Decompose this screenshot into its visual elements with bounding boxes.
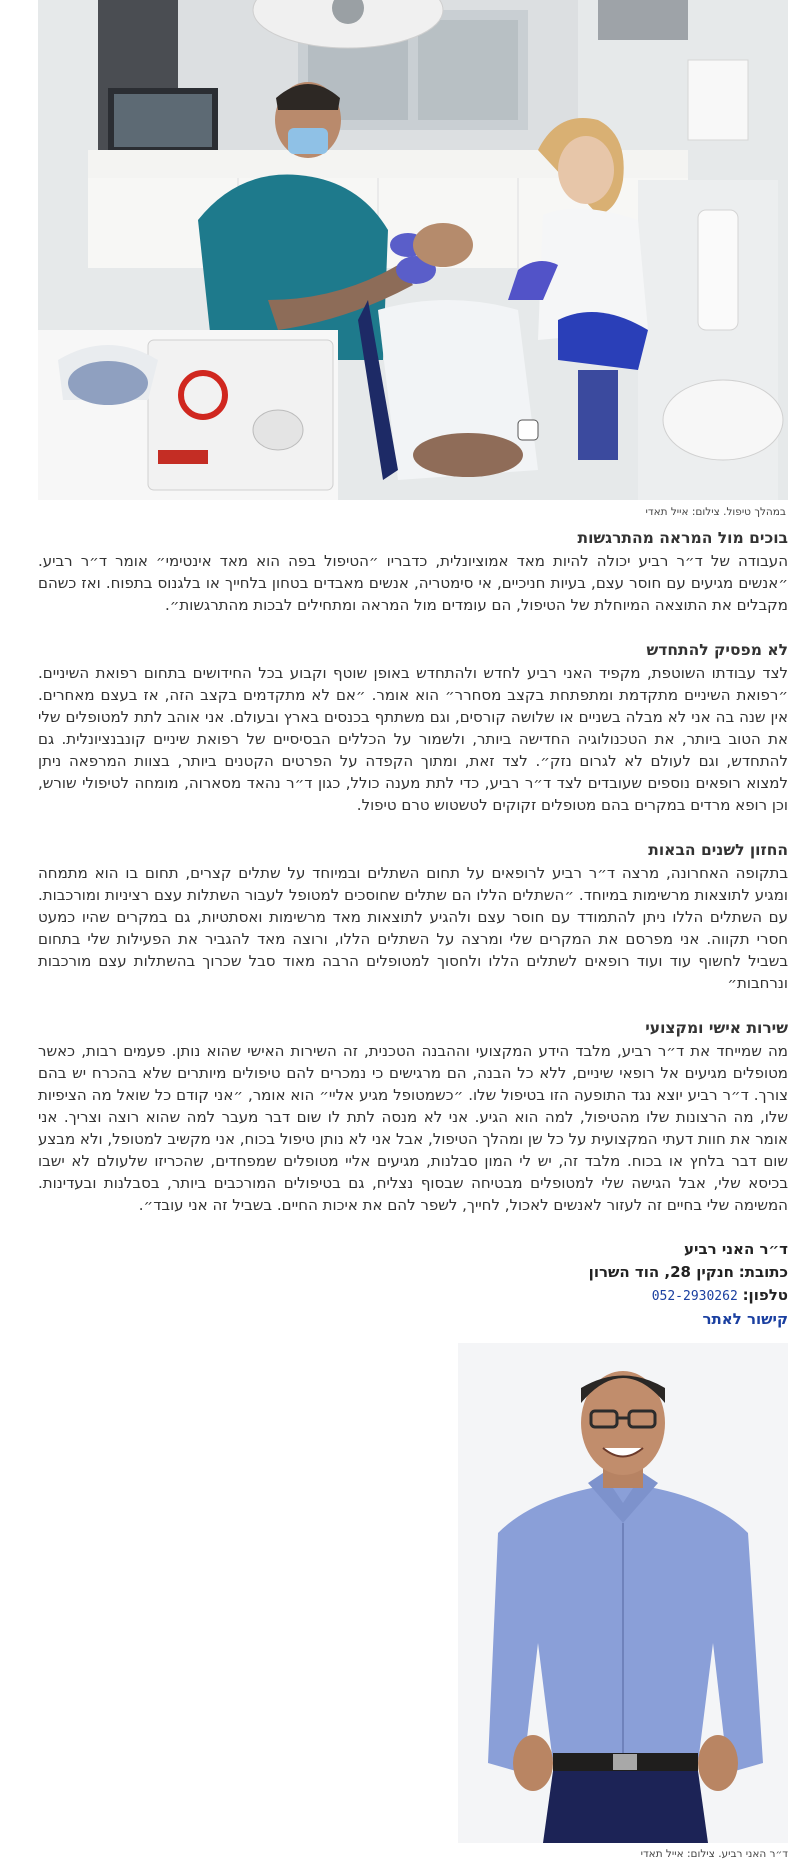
phone-line bbox=[38, 1284, 788, 1308]
article bbox=[38, 0, 788, 1860]
phone-link[interactable]: 052-2930262 bbox=[651, 1289, 738, 1304]
address-line bbox=[38, 1261, 788, 1284]
section-paragraph: מה שמייחד את ד״ר רביע, מלבד הידע המקצועי וההבנה הטכנית, זה השירות האישי שהוא נותן. פעמים רבות, כאשר מטופלים מגיעים אל רופאי שיניים, ללא כל הבנה, הם מרגישים כי נמכרים להם טיפולים מיותרים שלא בהכרח יש בהם צורך. ד״ר רביע יוצא נגד התופעה הזו בטיפול שלו. ״כשמטופל מגיע אליי״ הוא אומר, ״אני קודם כל שואל מה הציפיות שלו, מה הרצונות שלו מהטיפול, למה הוא הגיע. אני לא מנסה לתת לו שום דבר מעבר למה שהוא רוצה וצריך. אני אומר את חוות דעתי המקצועית על כל שן ומהלך הטיפול, אבל אני לא נותן טיפול בכוח, אני מקשיב למטופל, ולא מבצע שום דבר בלחץ או בכוח. מלבד זה, יש לי המון סבלנות, מגיעים אליי מטופלים שמפחדים, שהכריזו שלעולם לא ישבו בכיסא שלי, אבל הגישה שלי למטופלים מבטיחה שבסוף נצליח, גם בטיפולים המורכבים ביותר, בסבלנות ובעדינות. המשימה שלי בחיים זה לעזור לאנשים לאכול, לחייך, לשפר להם את איכות החיים. בשביל זה אני עובד״. bbox=[38, 1042, 788, 1214]
address-value: חנקין 28, הוד השרון bbox=[588, 1263, 734, 1281]
address-label: כתובת: bbox=[738, 1263, 788, 1281]
hero-caption: במהלך טיפול. צילום: אייל תאדי bbox=[645, 506, 786, 518]
contact-block bbox=[38, 1238, 788, 1331]
dental-treatment-photo bbox=[38, 0, 788, 500]
doctor-portrait-photo bbox=[458, 1343, 788, 1843]
section-heading: שירות אישי ומקצועי bbox=[645, 1019, 788, 1037]
website-link[interactable]: קישור לאתר bbox=[702, 1310, 788, 1328]
doctor-name: ד״ר האני רביע bbox=[684, 1240, 788, 1258]
section-heading: בוכים מול המראה מהתרגשות bbox=[577, 529, 788, 547]
section-paragraph: העבודה של ד״ר רביע יכולה להיות מאד אמוציונלית, כדבריו ״הטיפול בפה הוא מאד אינטימי״ אומר ד״ר רביע. ״אנשים מגיעים עם חוסר עצם, בעיות חניכיים, אי סימטריה, אנשים מאבדים בטחון בלחייך או בלגנוס בתפוח. ואז כשהם מקבלים את התוצאה המיוחלת של הטיפול, הם עומדים מול המראה ומתחילים לבכות מהתרגשות״. bbox=[38, 552, 788, 614]
section-paragraph: לצד עבודתו השוטפת, מקפיד האני רביע לחדש ולהתחדש באופן שוטף וקבוע בכל החידושים בתחום רפואת השיניים. ״רפואת השיניים מתקדמת ומתפתחת בקצב מסחרר״ הוא אומר. ״אם לא מתקדמים בקצב הזה, אז בעצם מאחרים. אין שנה בה אני לא מבלה בשניים או שלושה קורסים, וגם משתתף בכנסים בארץ ובעולם. אני אוהב לתת למטופלים שלי את הטוב ביותר, את הטכנולוגיה החדישה ביותר, ולשמור על הכללים הבסיסיים של רפואת שיניים קונבנציונלית. גם להתחדש, וגם לעולם לא לגרום נזק״. לצד זאת, ומתוך הקפדה על הפרטים הקטנים ביותר, בצוות המרפאה ניתן למצוא רופאים נוספים שעובדים לצד ד״ר רביע, כדי לתת מענה כולל, כגון ד״ר נהאד מסארוה, מומחה לטיפולי שורש, וכן רופא מרדים במקרים בהם מטופלים זקוקים לטשטוש טרם טיפול. bbox=[38, 664, 788, 814]
section-paragraph: בתקופה האחרונה, מרצה ד״ר רביע לרופאים על תחום השתלים ובמיוחד על שתלים קצרים, תחום בו הוא מתמחה ומגיע לתוצאות מרשימות במיוחד. ״השתלים הללו הם שתלים שחוסכים למטופל לעבור השתלות עצם רציניות ומורכבות. עם השתלים הללו ניתן להתמודד עם חוסר עצם ולהגיע לתוצאות מאד מרשימות ואסתטיות, גם במקרים שהיו כמעט חסרי תקווה. אני מפרסם את המקרים שלי ומרצה על השתלים הללו, ורוצה מאד להגביר את הפעילות שלי בתחום בשביל לחשוף עוד ועוד רופאים לשתלים הללו ולחסוך למטופלים הרבה מאוד סבל שכרוך בהשתלות עצם מורכבות ונרחבות״ bbox=[38, 864, 788, 992]
portrait-caption: ד״ר האני רביע. צילום: אייל תאדי bbox=[640, 1848, 788, 1860]
phone-label: טלפון: bbox=[742, 1286, 788, 1304]
section-heading: החזון לשנים הבאות bbox=[648, 841, 788, 859]
section-heading: לא מפסיק להתחדש bbox=[646, 641, 788, 659]
